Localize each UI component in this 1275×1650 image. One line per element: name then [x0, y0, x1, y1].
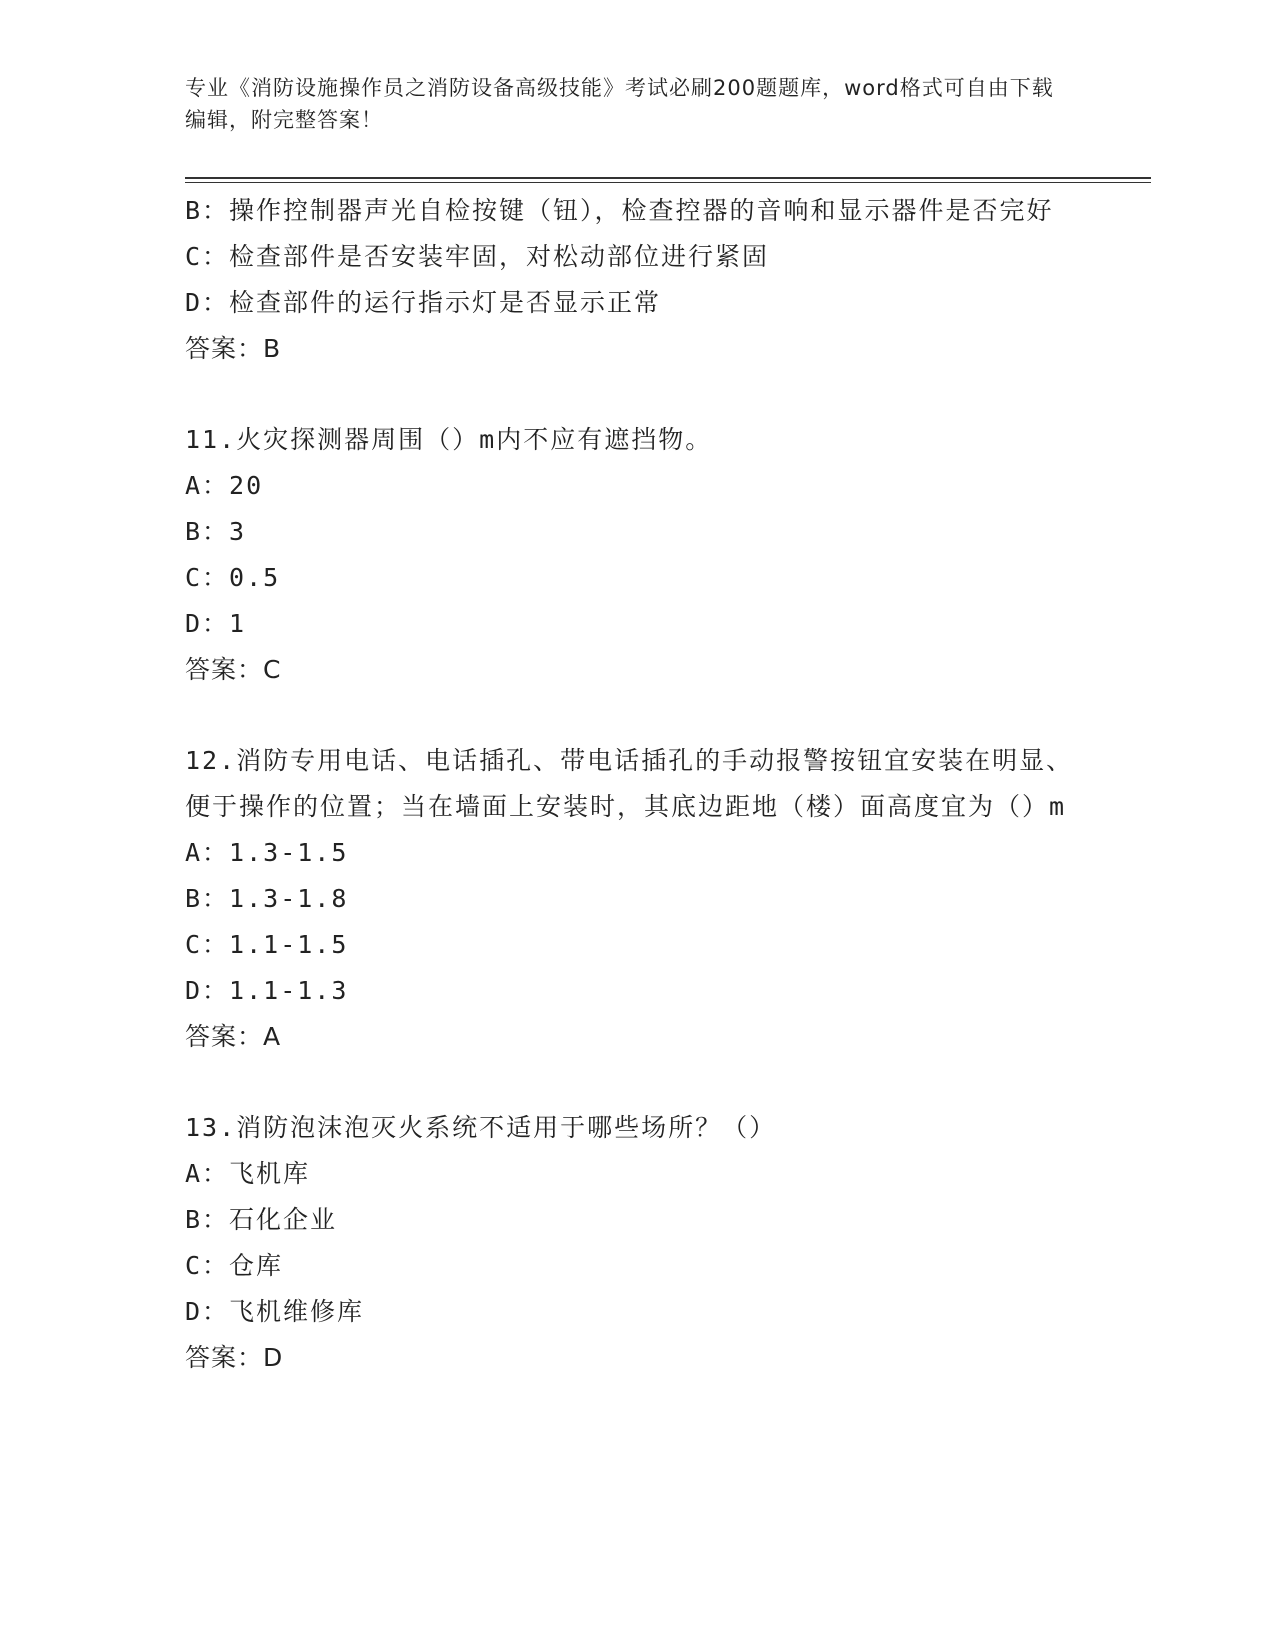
question-stem: 11.火灾探测器周围（）m内不应有遮挡物。	[185, 425, 713, 454]
question-11	[185, 417, 1085, 693]
option-c: C：仓库	[185, 1251, 284, 1280]
answer-line: 答案：D	[185, 1343, 284, 1372]
option-c: C：检查部件是否安装牢固，对松动部位进行紧固	[185, 242, 770, 271]
option-b: B：3	[185, 517, 247, 546]
question-stem: 13.消防泡沫泡灭火系统不适用于哪些场所？（）	[185, 1113, 777, 1142]
continued-question	[185, 188, 1085, 372]
question-content	[185, 188, 1085, 1381]
option-a: A：20	[185, 471, 264, 500]
answer-line: 答案：C	[185, 655, 282, 684]
option-a: A：1.3-1.5	[185, 838, 349, 867]
question-12	[185, 738, 1085, 1060]
header-rule-thin	[185, 182, 1151, 183]
header-rule-thick	[185, 177, 1151, 179]
option-b: B：1.3-1.8	[185, 884, 349, 913]
document-header: 专业《消防设施操作员之消防设备高级技能》考试必刷200题题库，word格式可自由下载编辑，附完整答案！	[185, 76, 1054, 132]
option-b: B：操作控制器声光自检按键（钮），检查控器的音响和显示器件是否完好	[185, 196, 1054, 225]
option-c: C：1.1-1.5	[185, 930, 349, 959]
answer-line: 答案：A	[185, 1022, 282, 1051]
option-d: D：1.1-1.3	[185, 976, 349, 1005]
option-a: A：飞机库	[185, 1159, 311, 1188]
option-d: D：1	[185, 609, 247, 638]
spacer	[185, 1060, 1085, 1105]
option-b: B：石化企业	[185, 1205, 338, 1234]
question-stem: 12.消防专用电话、电话插孔、带电话插孔的手动报警按钮宜安装在明显、便于操作的位置；当在墙面上安装时，其底边距地（楼）面高度宜为（）m	[185, 746, 1074, 821]
question-13	[185, 1105, 1085, 1381]
option-d: D：检查部件的运行指示灯是否显示正常	[185, 288, 662, 317]
answer-line: 答案：B	[185, 334, 282, 363]
option-d: D：飞机维修库	[185, 1297, 365, 1326]
spacer	[185, 372, 1085, 417]
spacer	[185, 693, 1085, 738]
option-c: C：0.5	[185, 563, 281, 592]
